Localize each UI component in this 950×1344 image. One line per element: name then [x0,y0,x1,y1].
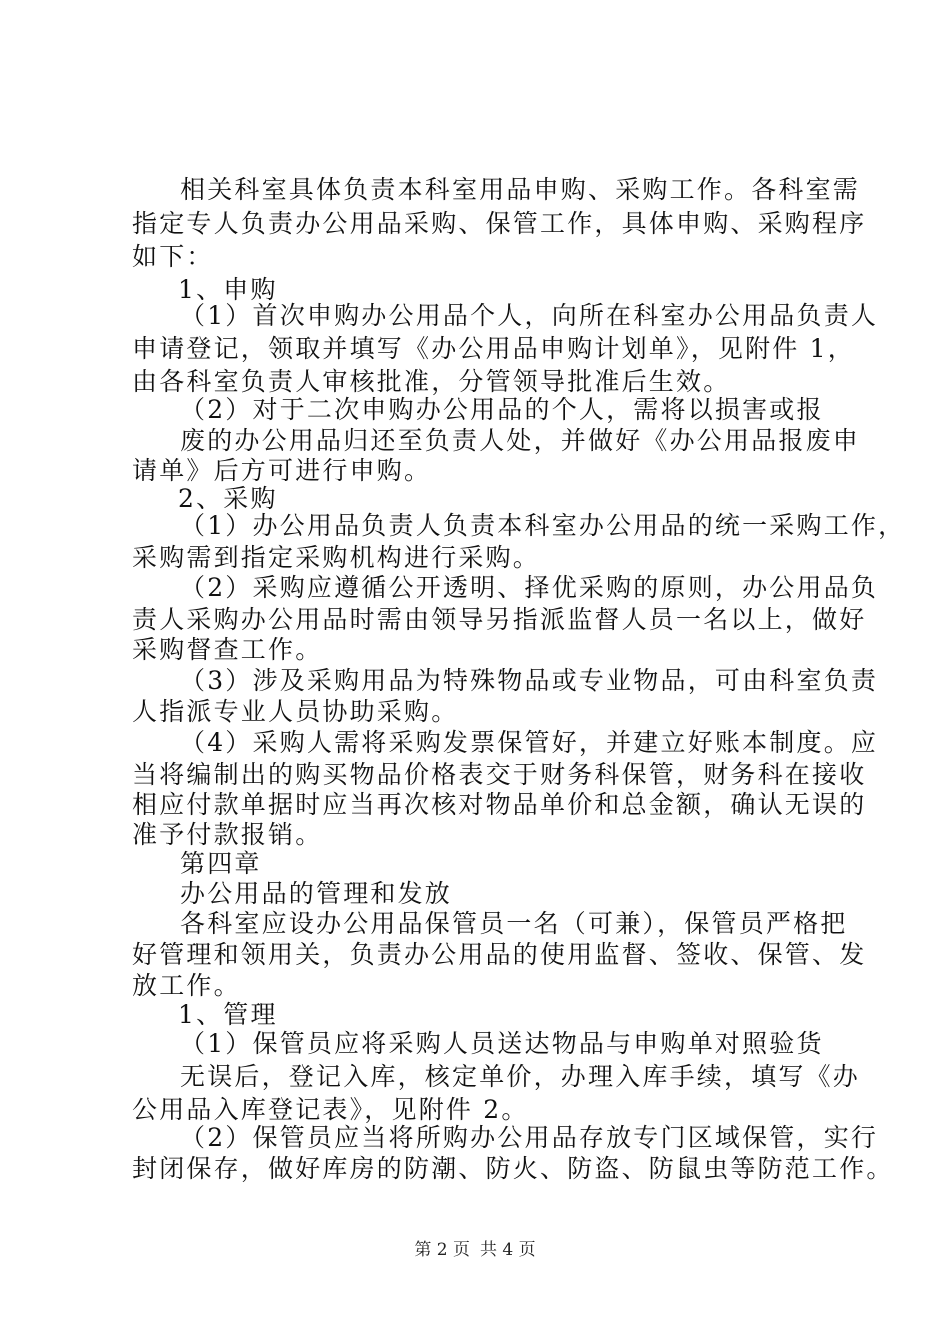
chapter-heading: 第四章 [180,849,262,878]
paragraph-line: 相应付款单据时应当再次核对物品单价和总金额，确认无误的 [132,790,867,819]
chapter-title: 办公用品的管理和发放 [180,879,453,908]
paragraph-line: 放工作。 [132,971,241,1000]
page-footer [0,1240,950,1260]
section-heading: 1、管理 [178,1000,278,1029]
paragraph-line: 人指派专业人员协助采购。 [132,697,459,726]
page-total: 共 4 页 [480,1240,536,1260]
paragraph-line: 公用品入库登记表》，见附件 2。 [132,1095,529,1124]
paragraph-line: （1）办公用品负责人负责本科室办公用品的统一采购工作， [180,511,906,540]
paragraph-line: 如下： [132,242,214,271]
paragraph-line: （2）保管员应当将所购办公用品存放专门区域保管，实行 [180,1123,879,1152]
paragraph-line: （4）采购人需将采购发票保管好，并建立好账本制度。应 [180,728,879,757]
paragraph-line: 当将编制出的购买物品价格表交于财务科保管，财务科在接收 [132,760,867,789]
paragraph-line: 无误后，登记入库，核定单价，办理入库手续，填写《办 [180,1062,861,1091]
section-heading: 1、申购 [178,275,278,304]
paragraph-line: 各科室应设办公用品保管员一名（可兼），保管员严格把 [180,909,848,938]
paragraph-line: 封闭保存，做好库房的防潮、防火、防盗、防鼠虫等防范工作。 [132,1154,894,1183]
paragraph-line: 采购需到指定采购机构进行采购。 [132,543,541,572]
page-number: 第 2 页 [414,1240,470,1260]
paragraph-line: 相关科室具体负责本科室用品申购、采购工作。各科室需 [180,175,861,204]
paragraph-line: 由各科室负责人审核批准，分管领导批准后生效。 [132,367,731,396]
paragraph-line: 责人采购办公用品时需由领导另指派监督人员一名以上，做好 [132,605,867,634]
paragraph-line: 好管理和领用关，负责办公用品的使用监督、签收、保管、发 [132,940,867,969]
paragraph-line: 请单》后方可进行申购。 [132,456,432,485]
paragraph-line: （1）保管员应将采购人员送达物品与申购单对照验货 [180,1029,824,1058]
paragraph-line: 废的办公用品归还至负责人处，并做好《办公用品报废申 [180,426,861,455]
paragraph-line: 指定专人负责办公用品采购、保管工作，具体申购、采购程序 [132,209,867,238]
paragraph-line: 采购督查工作。 [132,635,323,664]
paragraph-line: （3）涉及采购用品为特殊物品或专业物品，可由科室负责 [180,666,879,695]
paragraph-line: （2）采购应遵循公开透明、择优采购的原则，办公用品负 [180,573,879,602]
paragraph-line: 申请登记，领取并填写《办公用品申购计划单》，见附件 1， [132,334,855,363]
paragraph-line: （2）对于二次申购办公用品的个人，需将以损害或报 [180,395,824,424]
paragraph-line: 准予付款报销。 [132,820,323,849]
paragraph-line: （1）首次申购办公用品个人，向所在科室办公用品负责人 [180,301,879,330]
section-heading: 2、采购 [178,484,278,513]
